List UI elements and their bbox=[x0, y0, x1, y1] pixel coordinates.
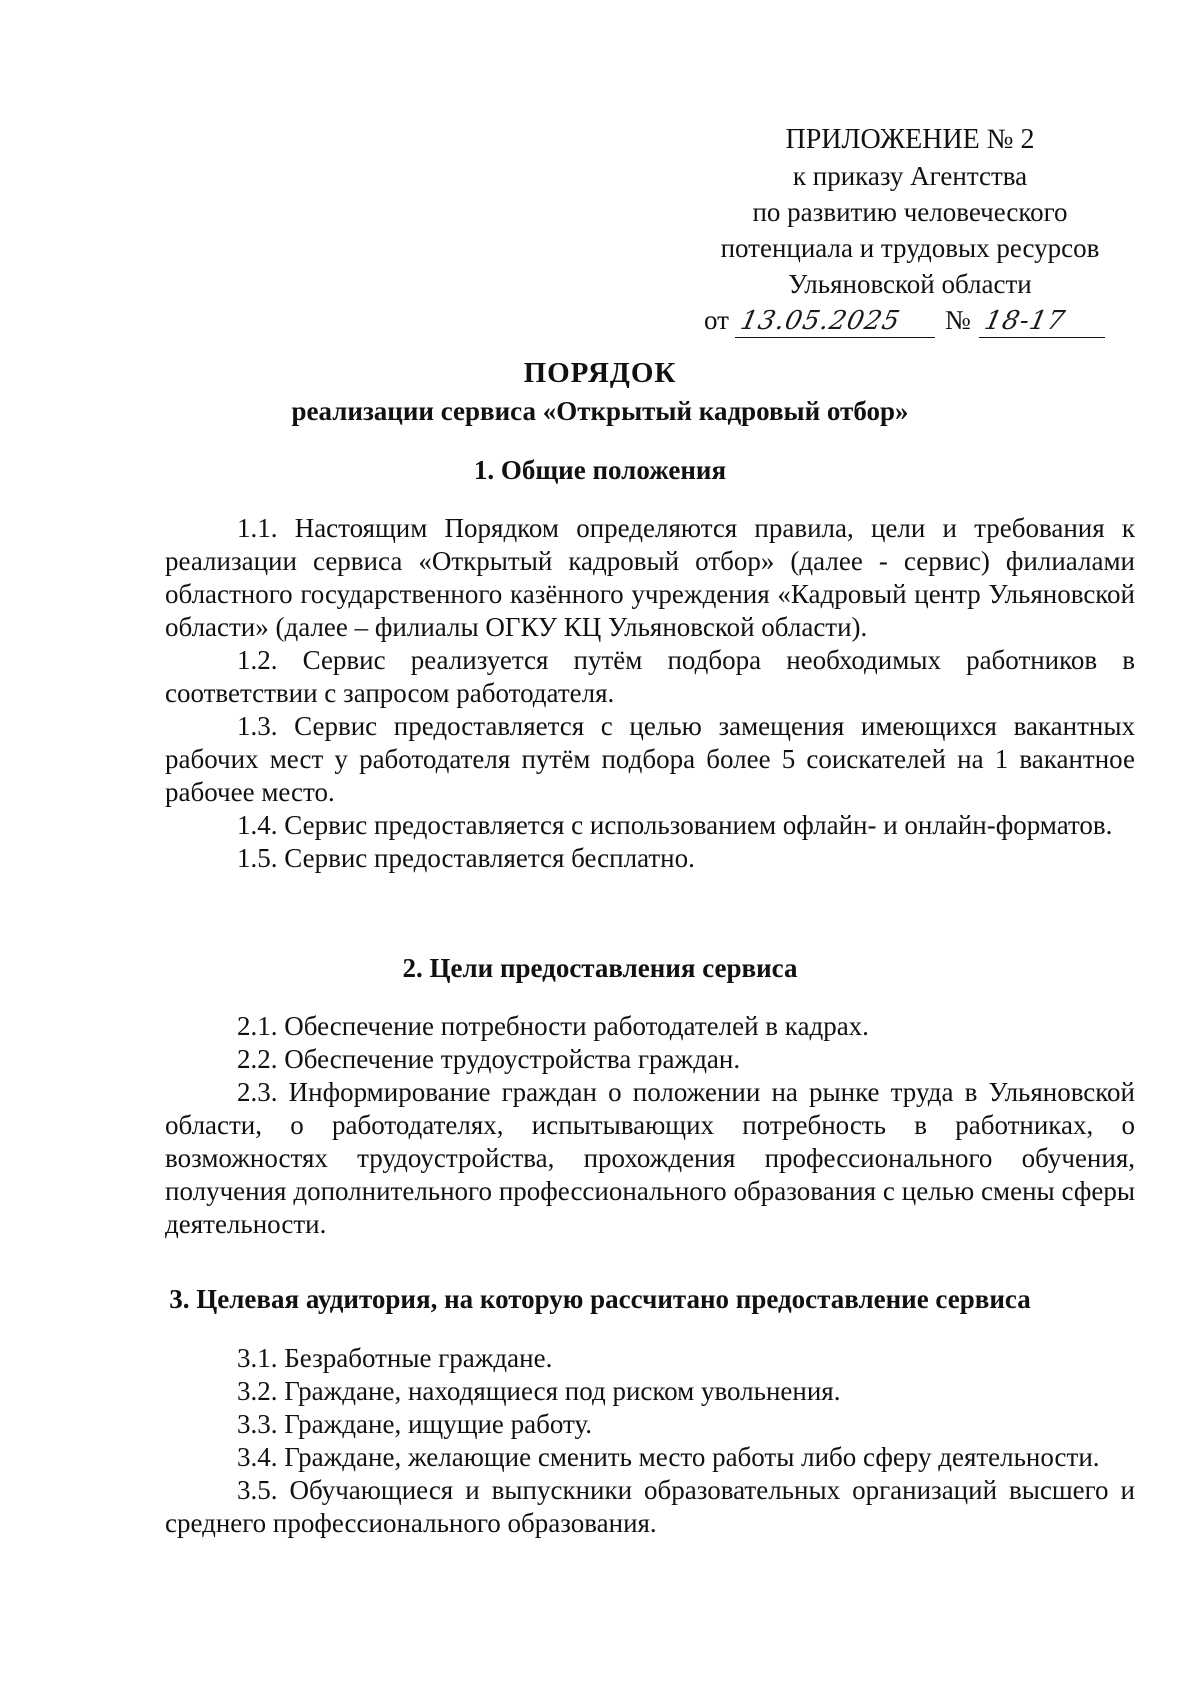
section-3-body bbox=[165, 1342, 1135, 1540]
order-date-handwritten: 13.05.2025 bbox=[737, 306, 904, 336]
order-date-number-line bbox=[690, 302, 1130, 338]
section-1-heading: 1. Общие положения bbox=[473, 455, 727, 485]
order-date-field bbox=[735, 305, 935, 338]
paragraph-3-4: 3.4. Граждане, желающие сменить место работы либо сферу деятельности. bbox=[237, 1442, 1100, 1472]
order-number-field bbox=[979, 305, 1105, 338]
appendix-line-4: Ульяновской области bbox=[788, 269, 1032, 299]
document-title: ПОРЯДОК bbox=[523, 357, 677, 389]
section-2-body bbox=[165, 1010, 1135, 1241]
appendix-line-1: к приказу Агентства bbox=[792, 161, 1028, 191]
paragraph-1-2: 1.2. Сервис реализуется путём подбора необходимых работников в соответствии с запросом работодателя. bbox=[165, 645, 1135, 708]
appendix-line-3: потенциала и трудовых ресурсов bbox=[720, 233, 1100, 263]
paragraph-1-4: 1.4. Сервис предоставляется с использованием офлайн- и онлайн-форматов. bbox=[237, 810, 1113, 840]
date-prefix: от bbox=[704, 305, 729, 335]
paragraph-3-1: 3.1. Безработные граждане. bbox=[237, 1343, 553, 1373]
paragraph-2-3: 2.3. Информирование граждан о положении на рынке труда в Ульяновской области, о работодателях, испытывающих потребность в работниках, о возможностях трудоустройства, прохождения профессионального обучения, получения дополнительного профессионального образования с целью смены сферы деятельности. bbox=[165, 1077, 1135, 1239]
section-1-body bbox=[165, 512, 1135, 875]
paragraph-1-1: 1.1. Настоящим Порядком определяются правила, цели и требования к реализации сервиса «Открытый кадровый отбор» (далее - сервис) филиалами областного государственного казённого учреждения «Кадровый центр Ульяновской области» (далее – филиалы ОГКУ КЦ Ульяновской области). bbox=[165, 513, 1135, 642]
paragraph-1-3: 1.3. Сервис предоставляется с целью замещения имеющихся вакантных рабочих мест у работодателя путём подбора более 5 соискателей на 1 вакантное рабочее место. bbox=[165, 711, 1135, 807]
section-2-heading: 2. Цели предоставления сервиса bbox=[402, 953, 798, 983]
appendix-block bbox=[690, 122, 1130, 338]
paragraph-3-3: 3.3. Граждане, ищущие работу. bbox=[237, 1409, 593, 1439]
paragraph-2-2: 2.2. Обеспечение трудоустройства граждан. bbox=[237, 1044, 741, 1074]
paragraph-2-1: 2.1. Обеспечение потребности работодателей в кадрах. bbox=[237, 1011, 869, 1041]
paragraph-1-5: 1.5. Сервис предоставляется бесплатно. bbox=[237, 843, 695, 873]
order-number-handwritten: 18-17 bbox=[981, 306, 1068, 336]
document-subtitle: реализации сервиса «Открытый кадровый отбор» bbox=[291, 396, 909, 426]
paragraph-3-5: 3.5. Обучающиеся и выпускники образовательных организаций высшего и среднего профессионального образования. bbox=[165, 1475, 1135, 1538]
paragraph-3-2: 3.2. Граждане, находящиеся под риском увольнения. bbox=[237, 1376, 841, 1406]
appendix-line-2: по развитию человеческого bbox=[752, 197, 1068, 227]
appendix-title: ПРИЛОЖЕНИЕ № 2 bbox=[785, 124, 1035, 155]
section-3-heading: 3. Целевая аудитория, на которую рассчитано предоставление сервиса bbox=[169, 1284, 1031, 1314]
number-prefix: № bbox=[944, 305, 971, 335]
